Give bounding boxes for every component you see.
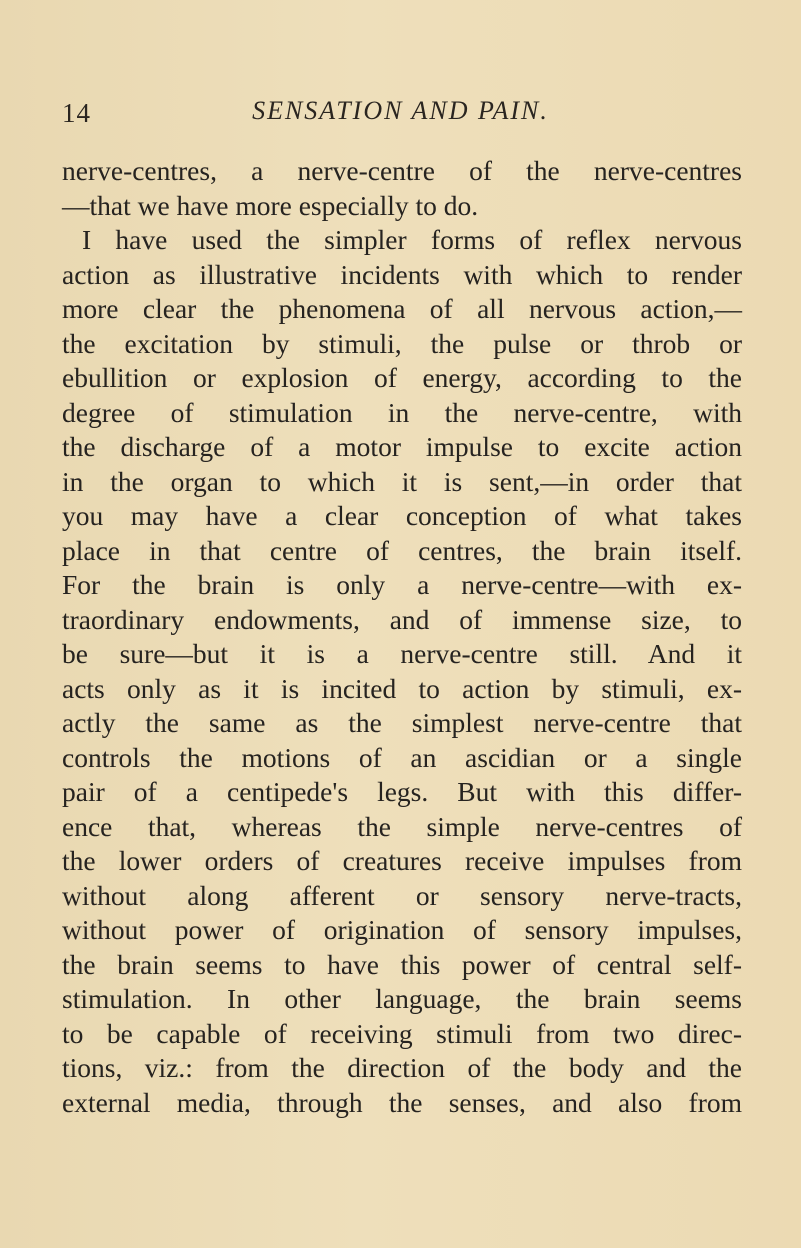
text-line: pair of a centipede's legs. But with this differ- [62,776,742,807]
text-line: degree of stimulation in the nerve-centre, with [62,396,742,428]
text-line: to be capable of receiving stimuli from two direc- [62,1017,742,1049]
text-line: you may have a clear conception of what takes [62,500,742,531]
page-number: 14 [62,98,91,128]
text-line: be sure—but it is a nerve-centre still. And it [62,638,742,669]
text-line: the discharge of a motor impulse to excite action [62,431,742,462]
text-line: without along afferent or sensory nerve-tracts, [62,879,742,911]
text-line: in the organ to which it is sent,—in order that [62,465,742,497]
text-line: —that we have more especially to do. [62,189,479,221]
text-line: place in that centre of centres, the brain itself. [62,534,742,566]
text-line: the excitation by stimuli, the pulse or throb or [62,327,742,359]
text-line: nerve-centres, a nerve-centre of the nerve-centres [62,155,742,186]
body-text [62,154,742,1120]
text-line: traordinary endowments, and of immense size, to [62,603,742,635]
text-line: ebullition or explosion of energy, according to the [62,362,742,393]
text-line: without power of origination of sensory impulses, [62,914,742,945]
text-line: the brain seems to have this power of central self- [62,948,742,980]
text-line: the lower orders of creatures receive impulses from [62,845,742,876]
text-line: stimulation. In other language, the brain seems [62,983,742,1014]
text-line: For the brain is only a nerve-centre—with ex- [62,569,742,600]
running-title: SENSATION AND PAIN. [252,96,549,125]
text-line: acts only as it is incited to action by stimuli, ex- [62,672,742,704]
text-line: external media, through the senses, and also from [62,1086,742,1118]
text-line: more clear the phenomena of all nervous action,— [62,293,742,324]
text-line: actly the same as the simplest nerve-centre that [62,707,742,738]
text-line: controls the motions of an ascidian or a single [62,741,742,773]
text-line: tions, viz.: from the direction of the body and the [62,1052,742,1083]
text-line: action as illustrative incidents with which to render [62,258,742,290]
text-line: ence that, whereas the simple nerve-centres of [62,810,742,842]
text-line: I have used the simpler forms of reflex nervous [82,224,742,255]
